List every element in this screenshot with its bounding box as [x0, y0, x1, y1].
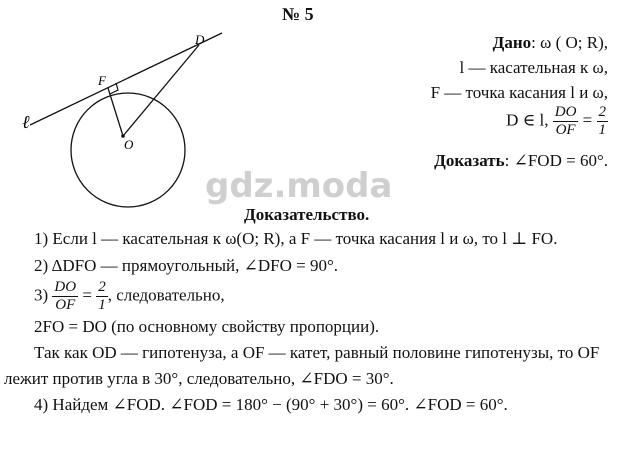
given-circle — [493, 33, 608, 53]
proof-title: Доказательство. — [244, 205, 370, 224]
label-F: F — [98, 73, 106, 88]
proof-line-2: 2) ΔDFO — прямоугольный, ∠DFO = 90°. — [34, 256, 339, 275]
proof-line-3-prefix: 3) — [34, 285, 49, 305]
given-d-cond: D ∈ l, — [506, 110, 549, 130]
proof-line-3-value: $\frac{2}{1}$ — [98, 279, 106, 313]
segment-OD — [123, 45, 199, 136]
given-ratio-value: $\frac{2}{1}$ — [598, 104, 606, 138]
watermark: gdz.moda — [205, 166, 393, 206]
given-tangent: l — касательная к ω, — [459, 58, 608, 77]
proof-line-7: 4) Найдем ∠FOD. ∠FOD = 180° − (90° + 30°) = 60°. ∠FOD = 60°. — [34, 395, 508, 414]
proof-line-6: лежит против угла в 30°, следовательно, ∠FDO = 30°. — [4, 369, 394, 388]
proof-line-3-eq: = — [82, 285, 92, 305]
given-ratio-fraction: $\frac{DO}{OF}$ — [554, 104, 577, 138]
given-label: Дано — [492, 33, 532, 52]
tangent-line — [30, 33, 222, 125]
proof-line-3-suffix: , следовательно, — [107, 285, 225, 305]
proof-line-1: 1) Если l — касательная к ω(O; R), а F — точка касания l и ω, то l ⊥ FO. — [34, 229, 558, 248]
proof-line-3-fraction: $\frac{DO}{OF}$ — [54, 279, 77, 313]
proof-line-3 — [34, 279, 225, 314]
prove-statement — [434, 151, 608, 171]
given-ratio-eq: = — [582, 110, 593, 130]
given-circle-text: : ω ( O; R), — [531, 33, 608, 52]
label-D: D — [195, 32, 205, 47]
prove-label: Доказать — [434, 151, 505, 170]
given-tangency: F — точка касания l и ω, — [430, 83, 608, 102]
prove-text: : ∠FOD = 60°. — [504, 151, 608, 170]
proof-line-5: Так как OD — гипотенуза, а OF — катет, равный половине гипотенузы, то OF — [34, 343, 600, 362]
label-l: ℓ — [22, 112, 30, 132]
segment-OF — [108, 88, 123, 136]
label-O: O — [124, 137, 134, 152]
problem-number: № 5 — [282, 4, 314, 24]
proof-line-4: 2FO = DO (по основному свойству пропорции). — [34, 317, 380, 336]
given-ratio — [506, 104, 608, 139]
